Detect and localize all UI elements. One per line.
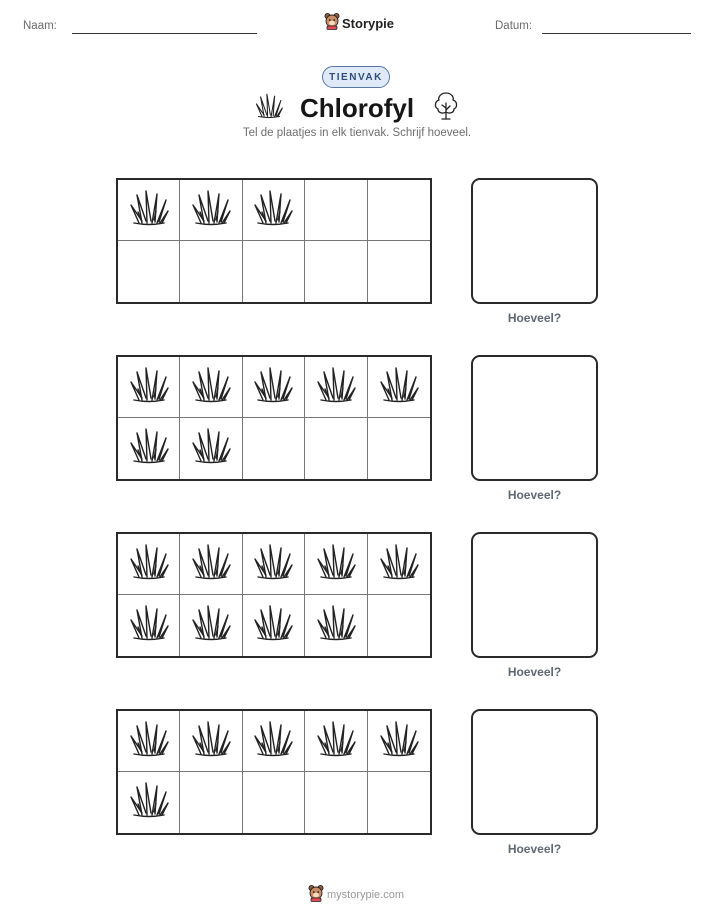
frame-cell	[305, 534, 367, 595]
frame-cell	[243, 534, 305, 595]
frame-cell	[368, 180, 430, 241]
grass-icon	[379, 544, 419, 585]
instructions: Tel de plaatjes in elk tienvak. Schrijf hoeveel.	[242, 127, 472, 139]
name-label: Naam:	[23, 20, 57, 32]
grass-icon	[129, 605, 169, 646]
frame-cell	[118, 534, 180, 595]
frame-cell	[118, 711, 180, 772]
answer-label: Hoeveel?	[507, 665, 562, 679]
frame-cell	[305, 711, 367, 772]
frame-cell	[243, 711, 305, 772]
bear-icon	[324, 12, 340, 35]
grass-icon	[129, 721, 169, 762]
brand-name: Storypie	[342, 15, 395, 31]
frame-cell	[305, 772, 367, 833]
ten-frame	[116, 355, 432, 481]
footer-url: mystorypie.com	[327, 889, 405, 901]
frame-cell	[118, 241, 180, 302]
grass-icon	[255, 93, 283, 124]
grass-icon	[191, 428, 231, 469]
grass-icon	[191, 605, 231, 646]
frame-cell	[180, 357, 242, 418]
grass-icon	[253, 544, 293, 585]
frame-cell	[305, 418, 367, 479]
frame-cell	[305, 357, 367, 418]
frame-cell	[243, 180, 305, 241]
frame-cell	[243, 357, 305, 418]
grass-icon	[129, 367, 169, 408]
brand-logo	[324, 13, 394, 33]
grass-icon	[253, 605, 293, 646]
ten-frame	[116, 709, 432, 835]
frame-cell	[305, 595, 367, 656]
grass-icon	[316, 544, 356, 585]
frame-cell	[180, 180, 242, 241]
answer-box[interactable]	[471, 532, 598, 658]
frame-cell	[368, 418, 430, 479]
name-line[interactable]	[72, 33, 257, 34]
frame-cell	[368, 595, 430, 656]
frame-cell	[243, 772, 305, 833]
frame-cell	[305, 180, 367, 241]
grass-icon	[191, 721, 231, 762]
frame-cell	[368, 357, 430, 418]
ten-frame	[116, 532, 432, 658]
page-title: Chlorofyl	[299, 92, 415, 123]
frame-cell	[180, 418, 242, 479]
bear-icon	[308, 884, 324, 907]
frame-cell	[368, 711, 430, 772]
grass-icon	[129, 428, 169, 469]
grass-icon	[253, 367, 293, 408]
grass-icon	[191, 544, 231, 585]
grass-icon	[316, 721, 356, 762]
grass-icon	[379, 367, 419, 408]
frame-cell	[243, 241, 305, 302]
frame-cell	[368, 241, 430, 302]
grass-icon	[129, 782, 169, 823]
grass-icon	[316, 605, 356, 646]
frame-cell	[118, 418, 180, 479]
tree-icon	[432, 91, 460, 126]
grass-icon	[191, 190, 231, 231]
answer-box[interactable]	[471, 355, 598, 481]
answer-label: Hoeveel?	[507, 842, 562, 856]
grass-icon	[379, 721, 419, 762]
date-label: Datum:	[495, 20, 533, 32]
answer-label: Hoeveel?	[507, 311, 562, 325]
frame-cell	[180, 772, 242, 833]
frame-cell	[118, 357, 180, 418]
frame-cell	[118, 180, 180, 241]
frame-cell	[118, 772, 180, 833]
answer-box[interactable]	[471, 709, 598, 835]
frame-cell	[180, 534, 242, 595]
answer-box[interactable]	[471, 178, 598, 304]
grass-icon	[316, 367, 356, 408]
frame-cell	[243, 418, 305, 479]
grass-icon	[129, 544, 169, 585]
frame-cell	[180, 711, 242, 772]
ten-frame	[116, 178, 432, 304]
grass-icon	[253, 190, 293, 231]
grass-icon	[129, 190, 169, 231]
date-line[interactable]	[542, 33, 691, 34]
footer	[308, 885, 404, 905]
frame-cell	[368, 772, 430, 833]
frame-cell	[305, 241, 367, 302]
frame-cell	[180, 595, 242, 656]
tienvak-badge: TIENVAK	[322, 66, 390, 88]
grass-icon	[253, 721, 293, 762]
frame-cell	[180, 241, 242, 302]
answer-label: Hoeveel?	[507, 488, 562, 502]
grass-icon	[191, 367, 231, 408]
frame-cell	[118, 595, 180, 656]
frame-cell	[243, 595, 305, 656]
frame-cell	[368, 534, 430, 595]
